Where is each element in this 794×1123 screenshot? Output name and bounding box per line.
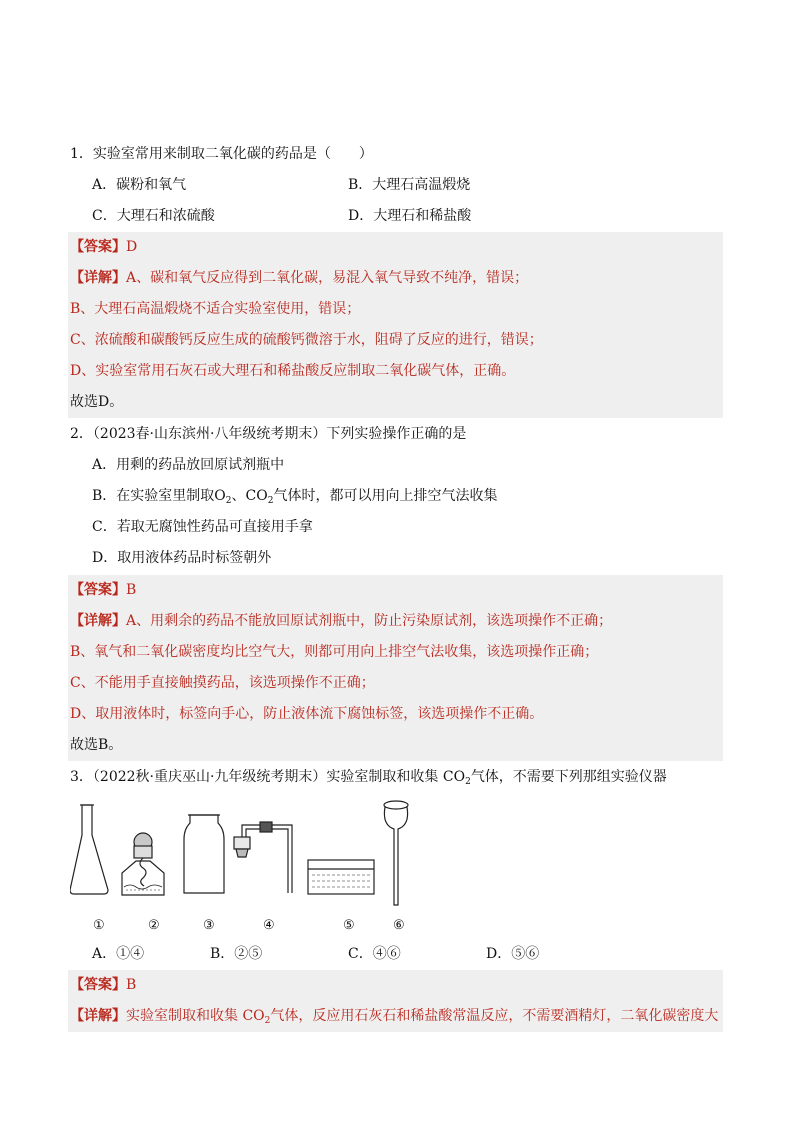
detail-text: A、碳和氧气反应得到二氧化碳，易混入氧气导致不纯净，错误； xyxy=(126,270,529,286)
subscript: 2 xyxy=(264,1016,271,1026)
option-text: B．在实验室里制取 xyxy=(92,488,215,504)
stem-text: 气体，不需要下列那组实验仪器 xyxy=(470,769,667,785)
detail-text: C、浓硫酸和碳酸钙反应生成的硫酸钙微溶于水，阻碍了反应的进行，错误； xyxy=(70,332,543,348)
q1-option-c: C．大理石和浓硫酸 xyxy=(92,208,215,224)
q2-conclusion: 故选B。 xyxy=(70,737,123,753)
formula-co2: CO xyxy=(245,488,268,504)
detail-text: C、不能用手直接触摸药品，该选项操作不正确； xyxy=(70,675,375,691)
q3-answer-line xyxy=(70,975,136,995)
stem-text: 3．（2022秋·重庆巫山·九年级统考期末）实验室制取和收集 CO xyxy=(70,769,466,785)
figure-label-6: ⑥ xyxy=(393,918,405,933)
alcohol-lamp-icon xyxy=(122,833,164,895)
q2-answer-line xyxy=(70,580,136,600)
q3-option-a: A．①④ xyxy=(92,946,145,962)
q3-option-c: C．④⑥ xyxy=(348,946,401,962)
figure-label-1: ① xyxy=(93,918,105,933)
answer-value: D xyxy=(126,239,138,255)
detail-tag: 【详解】 xyxy=(70,1008,126,1024)
detail-text: 实验室制取和收集 CO xyxy=(126,1008,265,1024)
answer-tag: 【答案】 xyxy=(70,239,126,255)
water-trough-icon xyxy=(308,860,374,894)
stopper-tube-icon xyxy=(234,822,292,893)
detail-text: D、取用液体时，标签向手心，防止液体流下腐蚀标签，该选项操作不正确。 xyxy=(70,706,544,722)
figure-label-4: ④ xyxy=(263,918,275,933)
detail-text: D、实验室常用石灰石或大理石和稀盐酸反应制取二氧化碳气体，正确。 xyxy=(70,363,516,379)
q1-answer-box xyxy=(68,232,723,418)
q2-answer-box xyxy=(68,575,723,761)
subscript: 2 xyxy=(267,496,274,506)
detail-text: A、用剩余的药品不能放回原试剂瓶中，防止污染原试剂，该选项操作不正确； xyxy=(126,613,613,629)
answer-tag: 【答案】 xyxy=(70,977,126,993)
option-text: 气体时，都可以用向上排空气法收集 xyxy=(273,488,498,504)
q3-option-d: D．⑤⑥ xyxy=(486,946,540,962)
q3-option-b: B．②⑤ xyxy=(210,946,263,962)
q1-conclusion: 故选D。 xyxy=(70,394,124,410)
q1-option-b: B．大理石高温煅烧 xyxy=(348,177,471,193)
q1-option-a: A．碳粉和氧气 xyxy=(92,177,187,193)
answer-tag: 【答案】 xyxy=(70,582,126,598)
q2-detail-line xyxy=(70,611,612,631)
q2-option-b xyxy=(92,486,497,506)
detail-tag: 【详解】 xyxy=(70,613,126,629)
conical-flask-icon xyxy=(70,805,108,894)
q1-answer-line xyxy=(70,237,137,257)
detail-tag: 【详解】 xyxy=(70,270,126,286)
gas-jar-icon xyxy=(184,815,224,893)
figure-label-2: ② xyxy=(148,918,160,933)
detail-text: B、氧气和二氧化碳密度均比空气大，则都可用向上排空气法收集，该选项操作正确； xyxy=(70,644,599,660)
formula-o2: O xyxy=(214,488,226,504)
answer-value: B xyxy=(126,977,137,993)
long-neck-funnel-icon xyxy=(384,801,408,905)
subscript: 2 xyxy=(225,496,232,506)
separator: 、 xyxy=(231,488,246,504)
apparatus-figure xyxy=(70,795,430,910)
subscript: 2 xyxy=(465,777,471,787)
q1-option-d: D．大理石和稀盐酸 xyxy=(348,208,472,224)
q2-option-d: D．取用液体药品时标签朝外 xyxy=(92,550,272,566)
q2-option-c: C．若取无腐蚀性药品可直接用手拿 xyxy=(92,519,313,535)
figure-label-5: ⑤ xyxy=(343,918,355,933)
q1-stem: 1．实验室常用来制取二氧化碳的药品是（ ） xyxy=(70,146,373,162)
q2-option-a: A．用剩的药品放回原试剂瓶中 xyxy=(92,457,285,473)
figure-label-3: ③ xyxy=(203,918,215,933)
detail-text: 气体，反应用石灰石和稀盐酸常温反应，不需要酒精灯，二氧化碳密度大 xyxy=(270,1008,719,1024)
q1-detail-line xyxy=(70,268,528,288)
detail-text: B、大理石高温煅烧不适合实验室使用，错误； xyxy=(70,301,361,317)
q3-detail-line xyxy=(70,1006,718,1026)
q3-stem xyxy=(70,767,667,787)
q2-stem: 2．（2023春·山东滨州·八年级统考期末）下列实验操作正确的是 xyxy=(70,426,467,442)
answer-value: B xyxy=(126,582,137,598)
